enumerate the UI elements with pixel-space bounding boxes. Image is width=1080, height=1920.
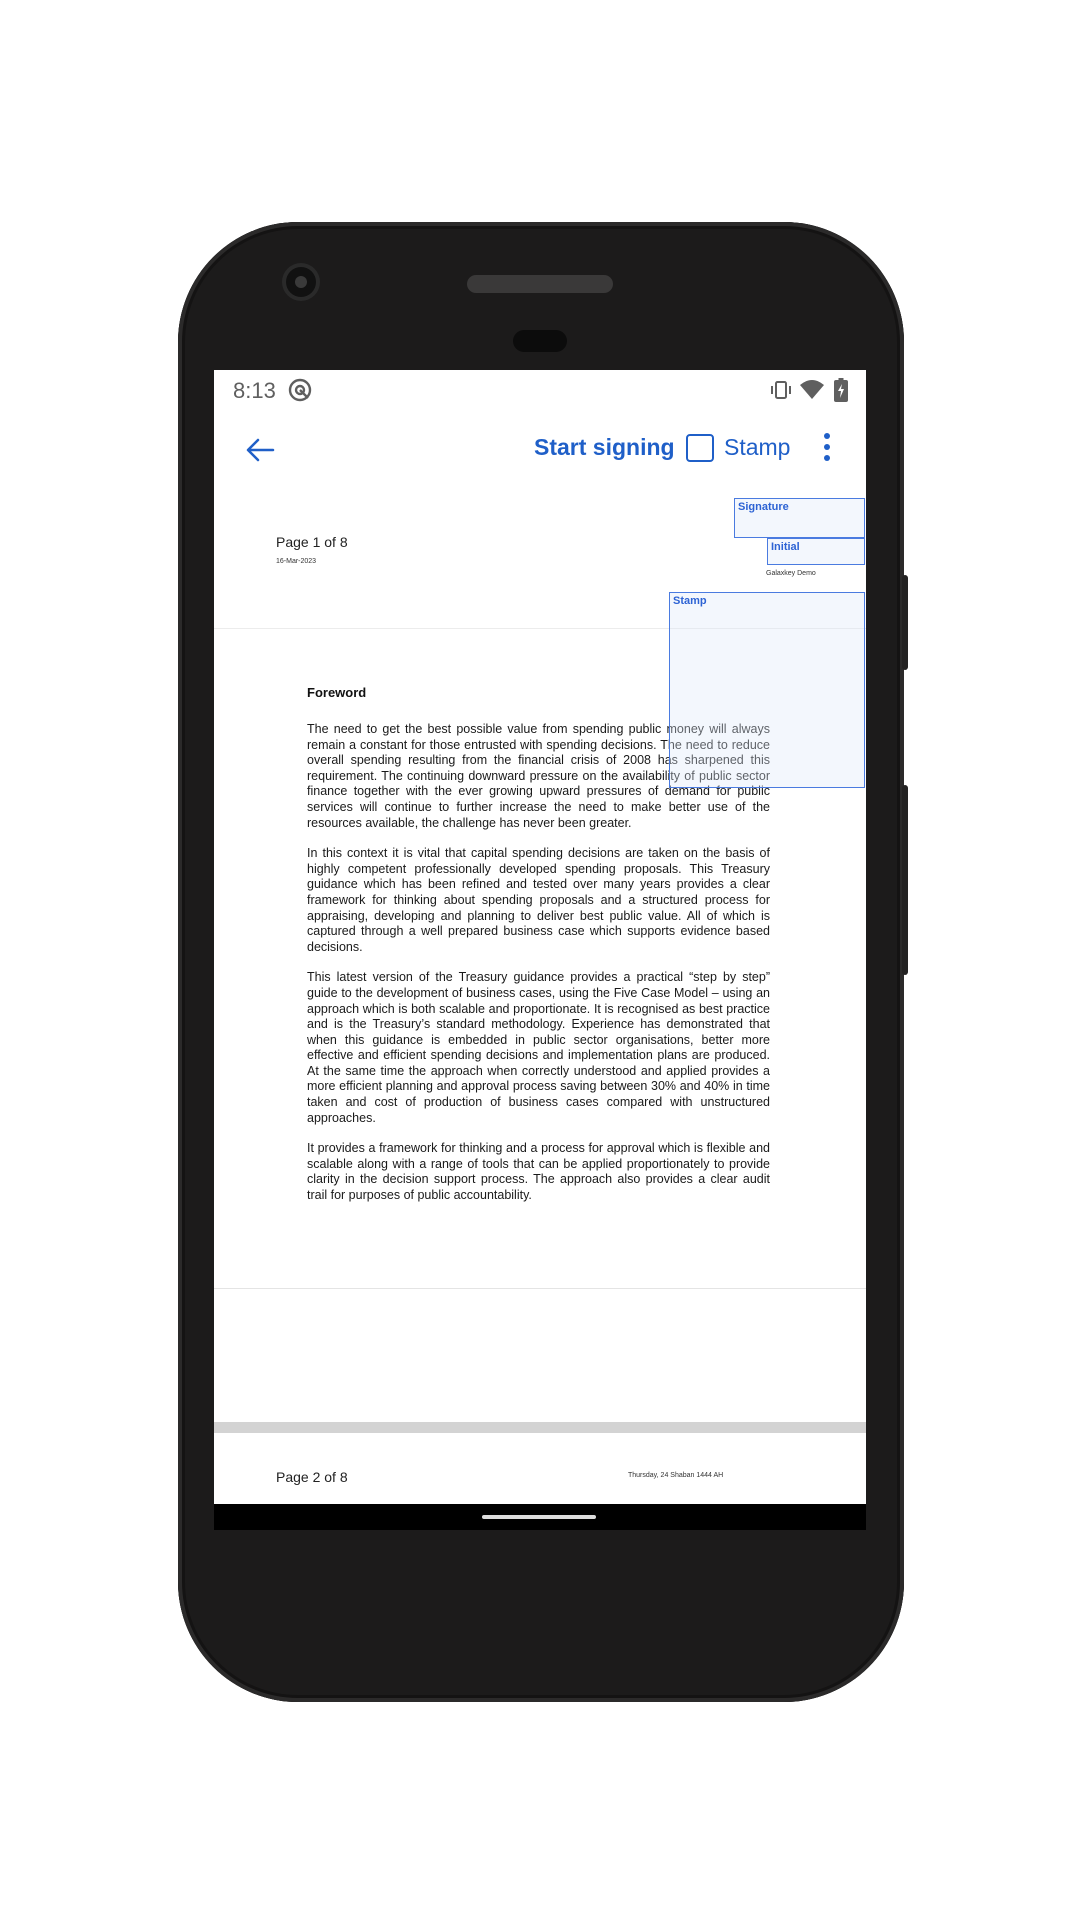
paragraph: This latest version of the Treasury guidance provides a practical “step by step” guide to the development of business cases, using the Five Case Model – using an approach which is both scalable and proportionate. It is recognised as best practice and is the Treasury’s standard methodology. Experience has demonstrated that when this guidance is embedded in public sector organisations, better more effective and efficient spending decisions and implementation plans are produced. At the same time the approach when correctly understood and applied provides a more efficient planning and approval process saving between 30% and 40% in time taken and cost of production of business cases compared with unstructured approaches. (307, 970, 770, 1125)
more-options-button[interactable] (820, 430, 834, 464)
initial-field-label: Initial (771, 541, 800, 553)
vibrate-icon (769, 378, 793, 408)
page2-date: Thursday, 24 Shaban 1444 AH (628, 1472, 724, 1479)
page1-header: Page 1 of 8 (276, 534, 348, 550)
stamp-field-label: Stamp (673, 595, 707, 607)
page-bottom-divider (214, 1288, 866, 1289)
status-time: 8:13 (233, 378, 276, 403)
foreword-title: Foreword (307, 685, 367, 700)
signature-field[interactable] (734, 498, 865, 538)
stamp-label[interactable]: Stamp (724, 434, 791, 460)
initial-field[interactable] (767, 538, 865, 565)
stamp-checkbox[interactable] (686, 434, 714, 462)
battery-icon (834, 378, 848, 408)
proximity-sensor (513, 330, 567, 352)
galaxkey-label: Galaxkey Demo (766, 570, 816, 577)
stamp-field[interactable] (669, 592, 865, 788)
sync-icon (288, 378, 312, 408)
page1-date: 16-Mar-2023 (276, 558, 317, 565)
toolbar (214, 412, 866, 492)
more-vert-icon (820, 430, 834, 464)
home-indicator[interactable] (482, 1515, 596, 1519)
screen (214, 370, 866, 1530)
page2-header: Page 2 of 8 (276, 1469, 348, 1485)
back-arrow-icon (240, 430, 280, 470)
paragraph: In this context it is vital that capital spending decisions are taken on the basis of highly competent professionally developed spending proposals. This Treasury guidance which has been refined and tested over many years provides a clear framework for thinking about spending proposals and a structured process for appraising, developing and planning to deliver best public value. All of which is captured through a well prepared business case which supports evidence based decisions. (307, 846, 770, 954)
status-bar (214, 370, 866, 412)
paragraph: It provides a framework for thinking and a process for approval which is flexible and scalable along with a range of tools that can be applied proportionately to provide clarity in the decision support process. The approach also provides a clear audit trail for purposes of public accountability. (307, 1141, 770, 1203)
front-camera (286, 267, 316, 297)
navigation-bar (214, 1504, 866, 1530)
start-signing-button[interactable]: Start signing (534, 434, 675, 460)
paragraph: The need to get the best possible value from spending public money will always remain a constant for those entrusted with spending decisions. The need to reduce overall spending resulting from the financial crisis of 2008 has sharpened this requirement. The continuing downward pressure on the availability of public sector finance together with the ever growing upward pressures of demand for public services will continue to further increase the need to make better use of the resources available, the challenge has never been greater. (307, 722, 770, 830)
signature-field-label: Signature (738, 501, 789, 513)
back-button[interactable] (240, 430, 280, 470)
volume-button (902, 785, 908, 975)
wifi-icon (799, 378, 825, 408)
page-gap (214, 1422, 866, 1433)
earpiece-speaker (467, 275, 613, 293)
power-button (902, 575, 908, 670)
document-viewer[interactable] (214, 492, 866, 1530)
